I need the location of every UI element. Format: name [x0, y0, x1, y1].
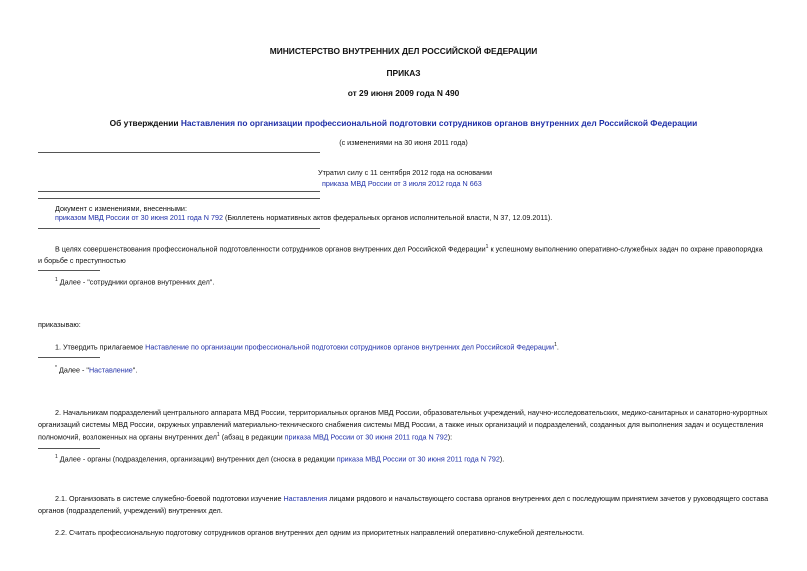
amendments-entry — [55, 213, 552, 222]
separator-line — [38, 191, 320, 192]
ministry-heading: МИНИСТЕРСТВО ВНУТРЕННИХ ДЕЛ РОССИЙСКОЙ ФЕДЕРАЦИИ — [269, 46, 538, 56]
separator-line — [38, 198, 320, 199]
footnote-1 — [55, 276, 214, 286]
footnote-1-text: Далее - "сотрудники органов внутренних дел". — [57, 277, 215, 287]
footnote-3-mark: 1 — [55, 454, 58, 460]
item-2-1-rest: лицами рядового и начальствующего состава органов внутренних дел с последующим принятием зачетов у руководящего состава органов (подразделений, учреждений) внутренних дел. — [38, 494, 769, 515]
footnote-2-prefix: Далее - " — [56, 365, 89, 375]
amendments-source: (Бюллетень нормативных актов федеральных органов исполнительной власти, N 37, 12.09.2011). — [222, 213, 553, 222]
item-2-1-prefix: 2.1. Организовать в системе служебно-боевой подготовки изучение — [55, 494, 284, 503]
item-2-1-link[interactable]: Наставления — [283, 494, 328, 503]
item-2-2: 2.2. Считать профессиональную подготовку сотрудников органов внутренних дел одним из приоритетных направлений оперативно-служебной деятельности. — [55, 528, 584, 537]
footnote-separator — [38, 357, 100, 358]
item-2-edit-suffix: ): — [447, 432, 453, 442]
separator-line — [38, 228, 320, 229]
footnote-3 — [55, 453, 504, 463]
amendments-link[interactable]: приказом МВД России от 30 июня 2011 года N 792 — [55, 213, 223, 222]
item-2-paragraph — [38, 407, 770, 443]
footnote-1-mark: 1 — [55, 277, 58, 283]
item-2-edit-prefix: (абзац в редакции — [219, 432, 285, 442]
order-word: приказываю: — [38, 320, 81, 329]
preamble-paragraph — [38, 241, 768, 267]
item-1-suffix: . — [556, 342, 559, 352]
footnote-3-link[interactable]: приказа МВД России от 30 июня 2011 года N 792 — [336, 454, 500, 464]
item-1 — [55, 341, 559, 351]
footnote-2-mark: * — [55, 365, 57, 371]
preamble-text: В целях совершенствования профессиональной подготовленности сотрудников органов внутренних дел Российской Федерации — [55, 244, 486, 254]
footnote-separator — [38, 448, 100, 449]
item-1-footnote-mark[interactable]: 1 — [554, 342, 557, 348]
footnote-2-suffix: ". — [132, 365, 138, 375]
changes-note: (с изменениями на 30 июня 2011 года) — [339, 138, 468, 147]
preamble-footnote-mark[interactable]: 1 — [485, 244, 489, 250]
doc-title — [0, 118, 807, 128]
doc-date: от 29 июня 2009 года N 490 — [347, 88, 460, 98]
item-2-1-paragraph — [38, 493, 770, 516]
doc-title-prefix: Об утверждении — [109, 118, 181, 128]
item-2-edit-link[interactable]: приказа МВД России от 30 июня 2011 года N 792 — [284, 432, 448, 442]
doc-type-heading: ПРИКАЗ — [386, 68, 421, 78]
item-1-prefix: 1. Утвердить прилагаемое — [55, 342, 146, 352]
separator-line — [38, 152, 320, 153]
footnote-3-prefix: Далее - органы (подразделения, организации) внутренних дел (сноска в редакции — [57, 454, 337, 464]
footnote-3-suffix: ). — [499, 454, 505, 464]
preamble-rest: к успешному выполнению оперативно-служебных задач по охране правопорядка и борьбе с преступностью — [38, 244, 763, 266]
footnote-2-link[interactable]: Наставление — [88, 365, 133, 375]
footnote-separator — [38, 270, 100, 271]
footnote-2 — [55, 364, 137, 374]
status-line: Утратил силу с 11 сентября 2012 года на основании — [318, 168, 493, 177]
item-2-footnote-mark[interactable]: 1 — [216, 432, 220, 438]
item-1-link[interactable]: Наставление по организации профессиональной подготовки сотрудников органов внутренних дел Российской Федерации — [145, 342, 555, 352]
amendments-label: Документ с изменениями, внесенными: — [55, 204, 187, 213]
status-link[interactable]: приказа МВД России от 3 июля 2012 года N 663 — [322, 179, 482, 188]
item-2-text: 2. Начальникам подразделений центрального аппарата МВД России, территориальных органов МВД России, образовательных учреждений, научно-исследовательских, медико-санитарных и санаторно-курортных организаций системы МВД России, окружных управлений материально-технического снабжения системы МВД России, а также иных организаций и подразделений, созданных для выполнения задач и осуществления полномочий, возложенных на органы внутренних дел — [38, 408, 768, 442]
doc-title-link[interactable]: Наставления по организации профессиональной подготовки сотрудников органов внутренних дел Российской Федерации — [180, 118, 698, 128]
